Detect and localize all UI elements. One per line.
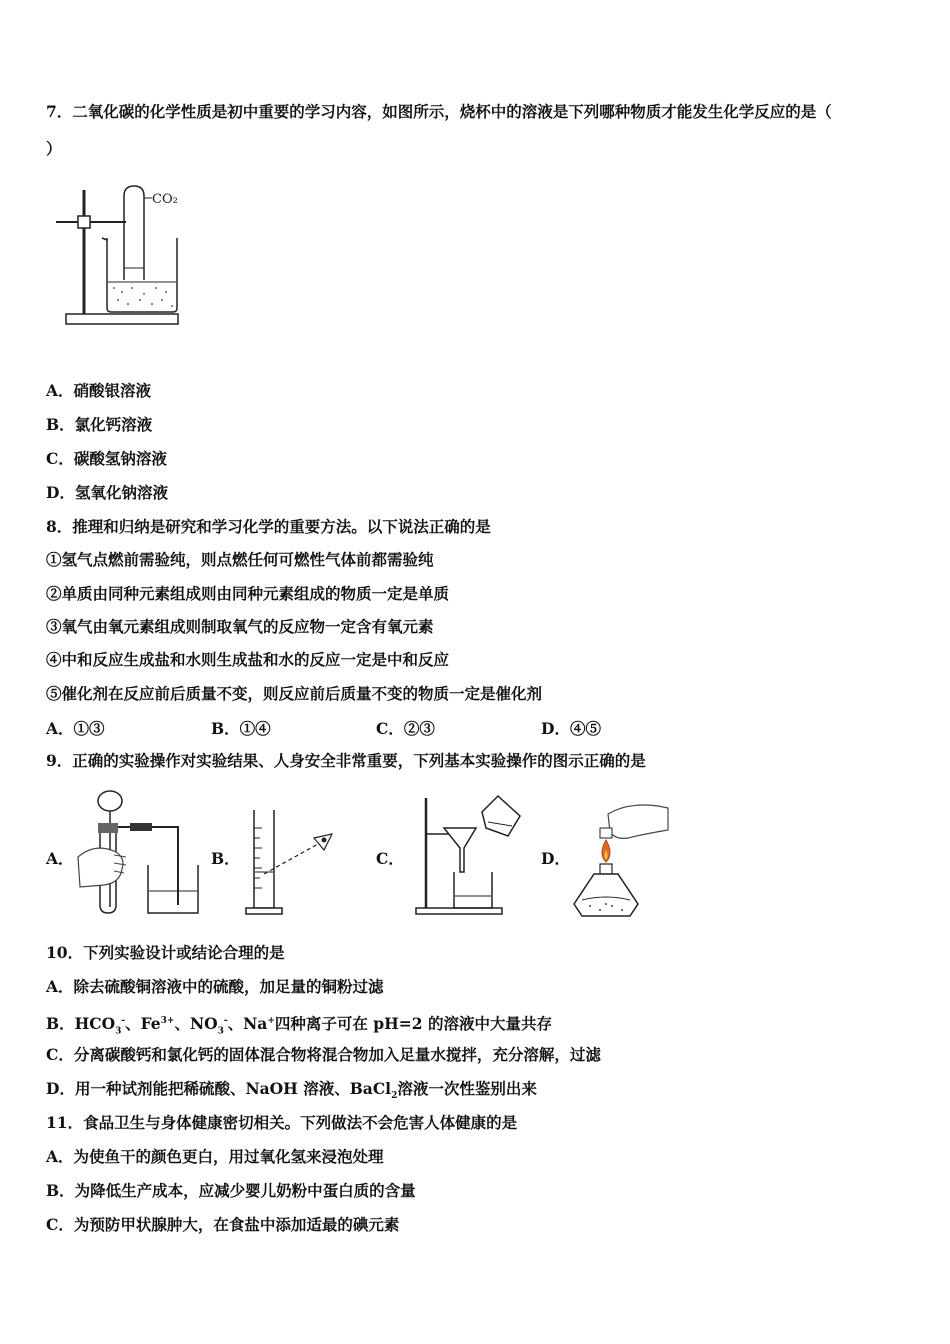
q8-statement-5: ⑤催化剂在反应前后质量不变，则反应前后质量不变的物质一定是催化剂 [46,684,543,703]
q10-option-d: D．用一种试剂能把稀硫酸、NaOH 溶液、BaCl$_2$溶液一次性鉴别出来 [46,1079,537,1102]
q8-option-a: A．①③ [46,719,105,738]
q7-option-a: A．硝酸银溶液 [46,381,152,400]
q8-option-c: C．②③ [376,719,435,738]
q8-statement-4: ④中和反应生成盐和水则生成盐和水的反应一定是中和反应 [46,650,450,669]
q7-stem: 7．二氧化碳的化学性质是初中重要的学习内容，如图所示，烧杯中的溶液是下列哪种物质才能发生化学反应的是（ [46,102,832,121]
q9-option-c-label: C． [376,849,404,868]
q8-stem: 8．推理和归纳是研究和学习化学的重要方法。以下说法正确的是 [46,517,491,536]
q8-statement-3: ③氧气由氧元素组成则制取氧气的反应物一定含有氧元素 [46,617,434,636]
q8-statement-2: ②单质由同种元素组成则由同种元素组成的物质一定是单质 [46,584,450,603]
q8-option-b: B．①④ [211,719,271,738]
q9-filtration-figure [412,792,527,918]
q11-option-b: B．为降低生产成本，应减少婴儿奶粉中蛋白质的含量 [46,1181,416,1200]
q11-stem: 11．食品卫生与身体健康密切相关。下列做法不会危害人体健康的是 [46,1113,518,1132]
co2-label: CO₂ [152,192,178,207]
q9-option-a-label: A． [46,849,74,868]
q7-option-b: B．氯化钙溶液 [46,415,153,434]
q8-statement-1: ①氢气点燃前需验纯，则点燃任何可燃性气体前都需验纯 [46,550,434,569]
q7-stem-end: ） [46,139,62,158]
q11-option-a: A．为使鱼干的颜色更白，用过氧化氢来浸泡处理 [46,1147,384,1166]
q9-stem: 9．正确的实验操作对实验结果、人身安全非常重要，下列基本实验操作的图示正确的是 [46,751,646,770]
q9-option-b-label: B． [211,849,240,868]
q11-option-c: C．为预防甲状腺肿大，在食盐中添加适最的碘元素 [46,1215,400,1234]
q9-cylinder-reading-figure [240,808,340,920]
q7-option-c: C．碳酸氢钠溶液 [46,449,167,468]
q7-co2-apparatus-figure [52,182,192,332]
q9-alcohol-lamp-figure [568,800,673,922]
q9-airtightness-check-figure [74,787,204,919]
q10-option-b: B．$HCO_3^-$、$Fe^{3+}$、$NO_3^-$、Na+四种离子可在 pH=2 的溶液中大量共存 [46,1014,552,1037]
q9-option-d-label: D． [541,849,570,868]
q10-option-a: A．除去硫酸铜溶液中的硫酸，加足量的铜粉过滤 [46,977,384,996]
q10-option-c: C．分离碳酸钙和氯化钙的固体混合物将混合物加入足量水搅拌，充分溶解，过滤 [46,1045,601,1064]
q8-option-d: D．④⑤ [541,719,601,738]
q7-option-d: D．氢氧化钠溶液 [46,483,168,502]
q10-stem: 10．下列实验设计或结论合理的是 [46,943,285,962]
